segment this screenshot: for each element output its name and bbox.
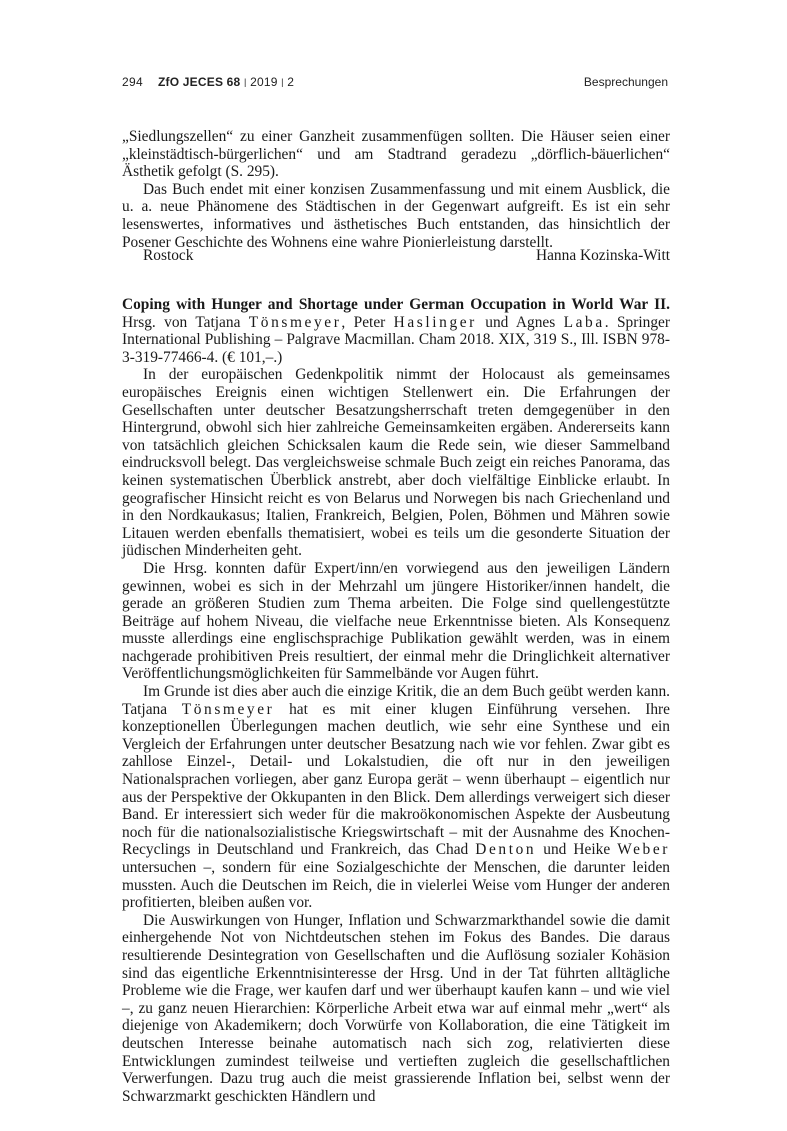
journal-name: ZfO JECES 68 (158, 75, 241, 89)
biblio-text: und Agnes (476, 313, 564, 331)
review-2 (122, 296, 670, 1105)
review-1-continued (122, 128, 670, 251)
bibliographic-entry (122, 296, 670, 366)
reviewer-name: Hanna Kozinska-Witt (535, 247, 670, 264)
paragraph-text: untersuchen –, sondern für eine Sozialgeschichte der Menschen, die darunter leiden mussten. Auch die Deutschen im Reich, die in vielerlei Weise vom Hunger der anderen profitierten, bleiben außen vor. (122, 859, 670, 912)
page-number: 294 (122, 75, 143, 89)
paragraph: Die Auswirkungen von Hunger, Inflation und Schwarzmarkthandel sowie die damit einhergehende Not von Nichtdeutschen stehen im Fokus des Bandes. Die daraus resultierende Desintegration von Gesellschaften und die Auflösung sozialer Kohäsion sind das eigentliche Erkenntnisinteresse der Hrsg. Und in der Tat führten alltägliche Probleme wie die Frage, wer kaufen darf und wer überhaupt kaufen kann – und wie viel –, zu ganz neuen Hierarchien: Körperliche Arbeit etwa war auf einmal mehr „wert“ als diejenige von Akademikern; doch Vorwürfe von Kollaboration, die eine Tätigkeit im deutschen Interesse beinahe automatisch nach sich zog, relativierten diese Entwicklungen zumindest teilweise und vertieften zugleich die gesellschaftlichen Verwerfungen. Dazu trug auch die meist grassierende Inflation bei, selbst wenn der Schwarzmarkt geschickten Händlern und (122, 911, 670, 1105)
separator-bar: | (243, 77, 247, 87)
paragraph: In der europäischen Gedenkpolitik nimmt der Holocaust als gemeinsames europäisches Ereignis einen wichtigen Stellenwert ein. Die Erfahrungen der Gesellschaften unter deutscher Besatzungsherrschaft treten demgegenüber in den Hintergrund, obwohl sich hier zahlreiche Gemeinsamkeiten ergäben. Andererseits kann von tatsächlich gleichen Schicksalen kaum die Rede sein, wie dieser Sammelband eindrucksvoll belegt. Das vergleichsweise schmale Buch zeigt ein reiches Panorama, das keinen systematischen Überblick anstrebt, aber doch vielfältige Einblicke erlaubt. In geografischer Hinsicht reicht es von Belarus und Norwegen bis nach Griechenland und in den Nordkaukasus; Italien, Frankreich, Belgien, Polen, Böhmen und Mähren sowie Litauen werden ebenfalls thematisiert, wobei es teils um die gesonderte Situation der jüdischen Minderheiten geht. (122, 366, 670, 560)
editor-surname: Laba (563, 313, 605, 331)
section-name: Besprechungen (583, 75, 668, 89)
journal-year: 2019 (250, 75, 278, 89)
reviewer-place: Rostock (143, 247, 194, 264)
book-title: Coping with Hunger and Shortage under German Occupation in World War II. (122, 296, 670, 313)
review-signature (122, 247, 670, 265)
editor-surname: Haslinger (393, 313, 477, 331)
biblio-text: . Springer International Publishing – Palgrave Macmillan. Cham 2018. XIX, 319 S., Ill. ISBN 978-3-319-77466-4. (€ 101,–.) (122, 313, 670, 366)
biblio-text: , Peter (341, 313, 394, 331)
author-surname: Weber (617, 841, 670, 859)
author-surname: Denton (475, 841, 537, 859)
paragraph: Das Buch endet mit einer konzisen Zusammenfassung und mit einem Ausblick, die u. a. neue Phänomene des Städtischen in der Gegenwart aufgreift. Es ist ein sehr lesenswertes, informatives und ästhetisches Buch entstanden, das hinsichtlich der Posener Geschichte des Wohnens eine wahre Pionierleistung darstellt. (122, 180, 670, 251)
author-surname: Tönsmeyer (181, 700, 275, 718)
journal-citation (158, 75, 294, 89)
editor-surname: Tönsmeyer (248, 313, 342, 331)
separator-bar: | (281, 77, 284, 87)
paragraph-text: hat es mit einer klugen Einführung versehen. Ihre konzeptionellen Überlegungen machen deutlich, wie sehr eine Synthese und ein Vergleich der Erfahrungen unter deutscher Besatzung nach wie vor fehlen. Zwar gibt es zahllose Einzel-, Detail- und Lokalstudien, die oft nur in den jeweiligen Nationalsprachen vorliegen, aber ganz Europa gerät – wenn überhaupt – eigentlich nur aus der Perspektive der Okkupanten in den Blick. Dem allerdings verweigert sich dieser Band. Er interessiert sich weder für die makroökonomischen Aspekte der Ausbeutung noch für die nationalsozialistische Kriegswirtschaft – mit der Ausnahme des Knochen-Recyclings in Deutschland und Frankreich, das Chad (122, 700, 670, 859)
journal-issue: 2 (287, 75, 295, 89)
paragraph: „Siedlungszellen“ zu einer Ganzheit zusammenfügen sollten. Die Häuser seien einer „kleinstädtisch-bürgerlichen“ und am Stadtrand geradezu „dörflich-bäuerlichen“ Ästhetik gefolgt (S. 295). (122, 128, 670, 181)
paragraph-text: und Heike (536, 841, 618, 859)
biblio-text: Hrsg. von Tatjana (122, 313, 249, 331)
paragraph: Die Hrsg. konnten dafür Expert/inn/en vorwiegend aus den jeweiligen Ländern gewinnen, wobei es sich in der Mehrzahl um jüngere Historiker/innen handelt, die gerade an größeren Studien zum Thema arbeiten. Die Folge sind quellengestützte Beiträge auf hohem Niveau, die vielfache neue Erkenntnisse bieten. Als Konsequenz musste allerdings eine englischsprachige Publikation gewählt werden, was in einem nachgerade prohibitiven Preis resultiert, der einmal mehr die Dringlichkeit alternativer Veröffentlichungsmöglichkeiten für Sammelbände vor Augen führt. (122, 559, 670, 683)
running-header (122, 75, 668, 93)
paragraph-text: Im Grunde ist dies aber auch die einzige Kritik, die an dem Buch geübt werden kann. Tatjana (122, 683, 670, 718)
paragraph (122, 683, 670, 912)
